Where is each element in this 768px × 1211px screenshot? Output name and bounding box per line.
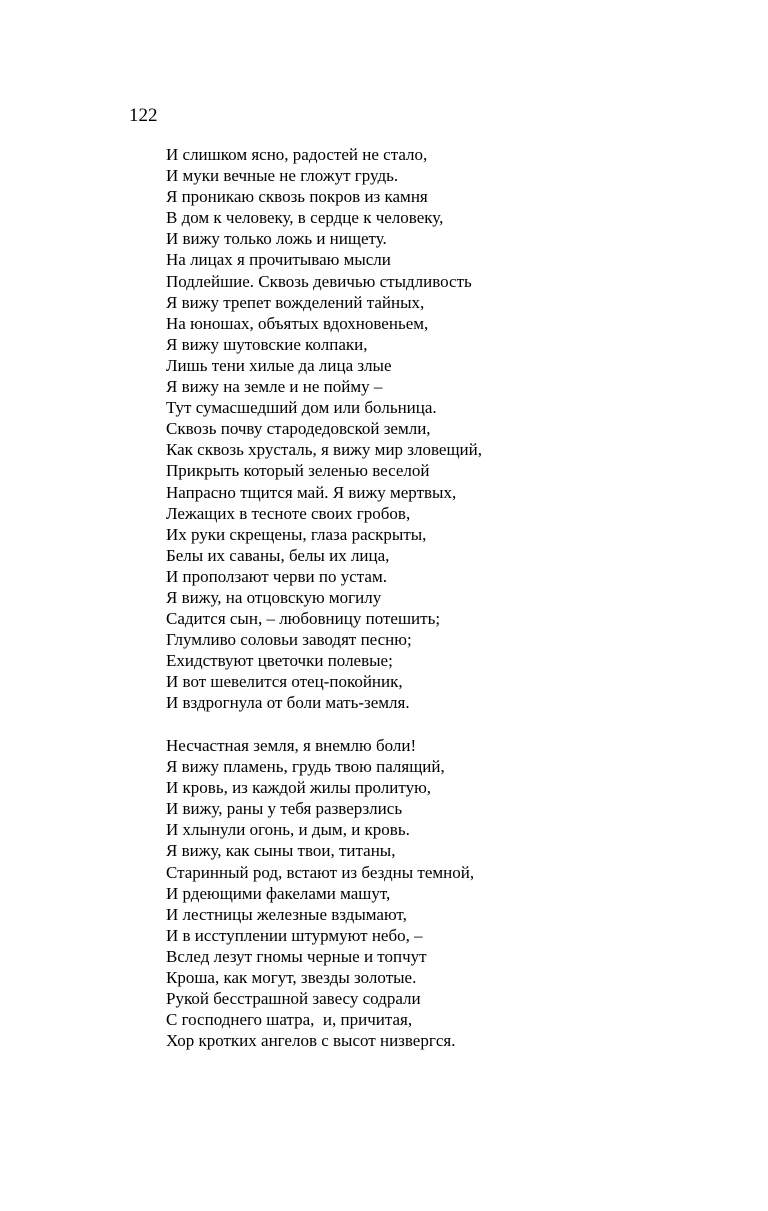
poem-line: Старинный род, встают из бездны темной,: [166, 862, 475, 882]
poem-line: Хор кротких ангелов с высот низвергся.: [166, 1031, 456, 1051]
poem-line: И кровь, из каждой жилы пролитую,: [166, 778, 432, 798]
poem-line: Я вижу на земле и не пойму –: [166, 377, 383, 397]
poem-line: Сквозь почву стародедовской земли,: [166, 419, 431, 439]
poem-line: Лишь тени хилые да лица злые: [166, 355, 392, 375]
poem-line: Ехидствуют цветочки полевые;: [166, 651, 393, 671]
poem-stanza: [166, 144, 482, 714]
poem-line: И вижу, раны у тебя разверзлись: [166, 799, 403, 819]
poem-line: Рукой бесстрашной завесу содрали: [166, 989, 421, 1009]
poem-line: И проползают черви по устам.: [166, 566, 387, 586]
poem-line: Я проникаю сквозь покров из камня: [166, 187, 428, 207]
poem-stanza: [166, 735, 474, 1051]
poem-line: Я вижу трепет вожделений тайных,: [166, 292, 425, 312]
poem-line: Несчастная земля, я внемлю боли!: [166, 736, 417, 755]
poem-line: С господнего шатра, и, причитая,: [166, 1010, 413, 1030]
poem-line: На лицах я прочитываю мысли: [166, 250, 391, 270]
poem-line: И вижу только ложь и нищету.: [166, 229, 387, 249]
poem-line: И лестницы железные вздымают,: [166, 904, 407, 924]
page-number: 122: [129, 105, 158, 126]
poem-line: Как сквозь хрусталь, я вижу мир зловещий,: [166, 440, 482, 460]
poem-line: И вот шевелится отец-покойник,: [166, 672, 403, 692]
poem-line: Глумливо соловьи заводят песню;: [166, 630, 412, 650]
poem-line: Кроша, как могут, звезды золотые.: [166, 968, 417, 988]
poem-line: И слишком ясно, радостей не стало,: [166, 145, 428, 164]
poem-line: На юношах, объятых вдохновеньем,: [166, 313, 429, 333]
poem-line: Подлейшие. Сквозь девичью стыдливость: [166, 271, 472, 291]
poem-line: Напрасно тщится май. Я вижу мертвых,: [166, 482, 457, 502]
poem-line: И в исступлении штурмуют небо, –: [166, 925, 423, 945]
poem-line: Их руки скрещены, глаза раскрыты,: [166, 524, 427, 544]
poem-line: Вслед лезут гномы черные и топчут: [166, 946, 427, 966]
poem-line: Я вижу шутовские колпаки,: [166, 334, 368, 354]
poem-line: Белы их саваны, белы их лица,: [166, 545, 390, 565]
poem-line: И рдеющими факелами машут,: [166, 883, 391, 903]
poem-line: И хлынули огонь, и дым, и кровь.: [166, 820, 410, 840]
poem-line: Тут сумасшедший дом или больница.: [166, 398, 437, 418]
poem-line: Я вижу пламень, грудь твою палящий,: [166, 757, 445, 777]
poem-line: Лежащих в тесноте своих гробов,: [166, 503, 411, 523]
poem-line: В дом к человеку, в сердце к человеку,: [166, 208, 444, 228]
poem-line: И вздрогнула от боли мать-земля.: [166, 693, 410, 713]
poem-line: Прикрыть который зеленью веселой: [166, 461, 430, 481]
poem-line: Я вижу, как сыны твои, титаны,: [166, 841, 396, 861]
poem-line: И муки вечные не гложут грудь.: [166, 166, 399, 186]
poem-line: Садится сын, – любовницу потешить;: [166, 609, 441, 629]
poem-line: Я вижу, на отцовскую могилу: [166, 587, 382, 607]
